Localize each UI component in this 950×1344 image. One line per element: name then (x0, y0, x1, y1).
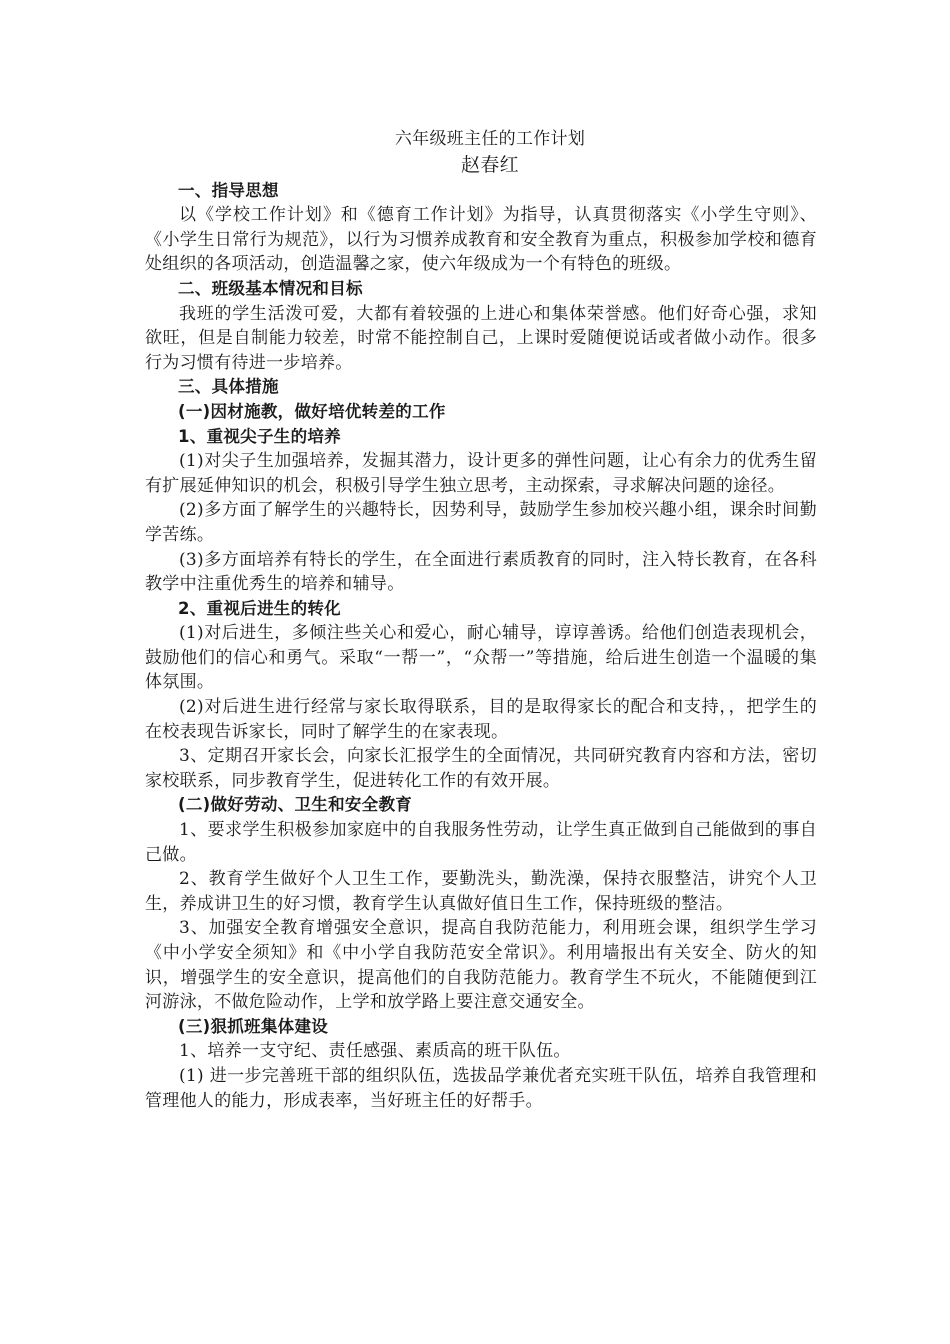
document-author: 赵春红 (461, 153, 519, 176)
section-heading: 三、具体措施 (178, 377, 279, 397)
paragraph: 1、培养一支守纪、责任感强、素质高的班干队伍。 (179, 1041, 571, 1062)
paragraph: (2)多方面了解学生的兴趣特长，因势利导，鼓励学生参加校兴趣小组，课余时间勤学苦练。 (145, 500, 817, 545)
paragraph: 2、教育学生做好个人卫生工作，要勤洗头，勤洗澡，保持衣服整洁，讲究个人卫生，养成讲卫生的好习惯，教育学生认真做好值日生工作，保持班级的整洁。 (145, 869, 817, 914)
section-heading: 二、班级基本情况和目标 (178, 278, 363, 298)
subsection-heading: 1、重视尖子生的培养 (178, 426, 341, 446)
paragraph: 3、加强安全教育增强安全意识，提高自我防范能力，利用班会课，组织学生学习《中小学安全须知》和《中小学自我防范安全常识》。利用墙报出有关安全、防火的知识，增强学生的安全意识，提高他们的自我防范能力。教育学生不玩火，不能随便到江河游泳，不做危险动作，上学和放学路上要注意交通安全。 (145, 918, 817, 1013)
document-title: 六年级班主任的工作计划 (394, 129, 586, 149)
subsection-heading: (二)做好劳动、卫生和安全教育 (178, 795, 413, 815)
paragraph: (2)对后进生进行经常与家长取得联系，目的是取得家长的配合和支持，，把学生的在校表现告诉家长，同时了解学生的在家表现。 (145, 697, 817, 742)
paragraph: (3)多方面培养有特长的学生，在全面进行素质教育的同时，注入特长教育，在各科教学中注重优秀生的培养和辅导。 (145, 549, 817, 595)
paragraph: 我班的学生活泼可爱，大都有着较强的上进心和集体荣誉感。他们好奇心强，求知欲旺，但是自制能力较差，时常不能控制自己，上课时爱随便说话或者做小动作。很多行为习惯有待进一步培养。 (145, 303, 817, 373)
subsection-heading: 2、重视后进生的转化 (178, 598, 341, 618)
subsection-heading: (三)狠抓班集体建设 (178, 1016, 329, 1036)
paragraph: 3、定期召开家长会，向家长汇报学生的全面情况，共同研究教育内容和方法，密切家校联系，同步教育学生，促进转化工作的有效开展。 (145, 746, 817, 791)
document-page (145, 127, 817, 1113)
paragraph: (1) 进一步完善班干部的组织队伍，选拔品学兼优者充实班干队伍，培养自我管理和管理他人的能力，形成表率，当好班主任的好帮手。 (145, 1065, 817, 1111)
section-heading: 一、指导思想 (178, 180, 279, 200)
paragraph: (1)对后进生，多倾注些关心和爱心，耐心辅导，谆谆善诱。给他们创造表现机会，鼓励他们的信心和勇气。采取“一帮一”，“众帮一”等措施，给后进生创造一个温暖的集体氛围。 (145, 623, 817, 693)
paragraph: (1)对尖子生加强培养，发掘其潜力，设计更多的弹性问题，让心有余力的优秀生留有扩展延伸知识的机会，积极引导学生独立思考，主动探索，寻求解决问题的途径。 (145, 451, 817, 496)
paragraph: 以《学校工作计划》和《德育工作计划》为指导，认真贯彻落实《小学生守则》、《小学生日常行为规范》，以行为习惯养成教育和安全教育为重点，积极参加学校和德育处组织的各项活动，创造温馨之家，使六年级成为一个有特色的班级。 (145, 205, 817, 275)
paragraph: 1、要求学生积极参加家庭中的自我服务性劳动，让学生真正做到自己能做到的事自己做。 (145, 820, 817, 865)
subsection-heading: (一)因材施教，做好培优转差的工作 (178, 401, 446, 421)
